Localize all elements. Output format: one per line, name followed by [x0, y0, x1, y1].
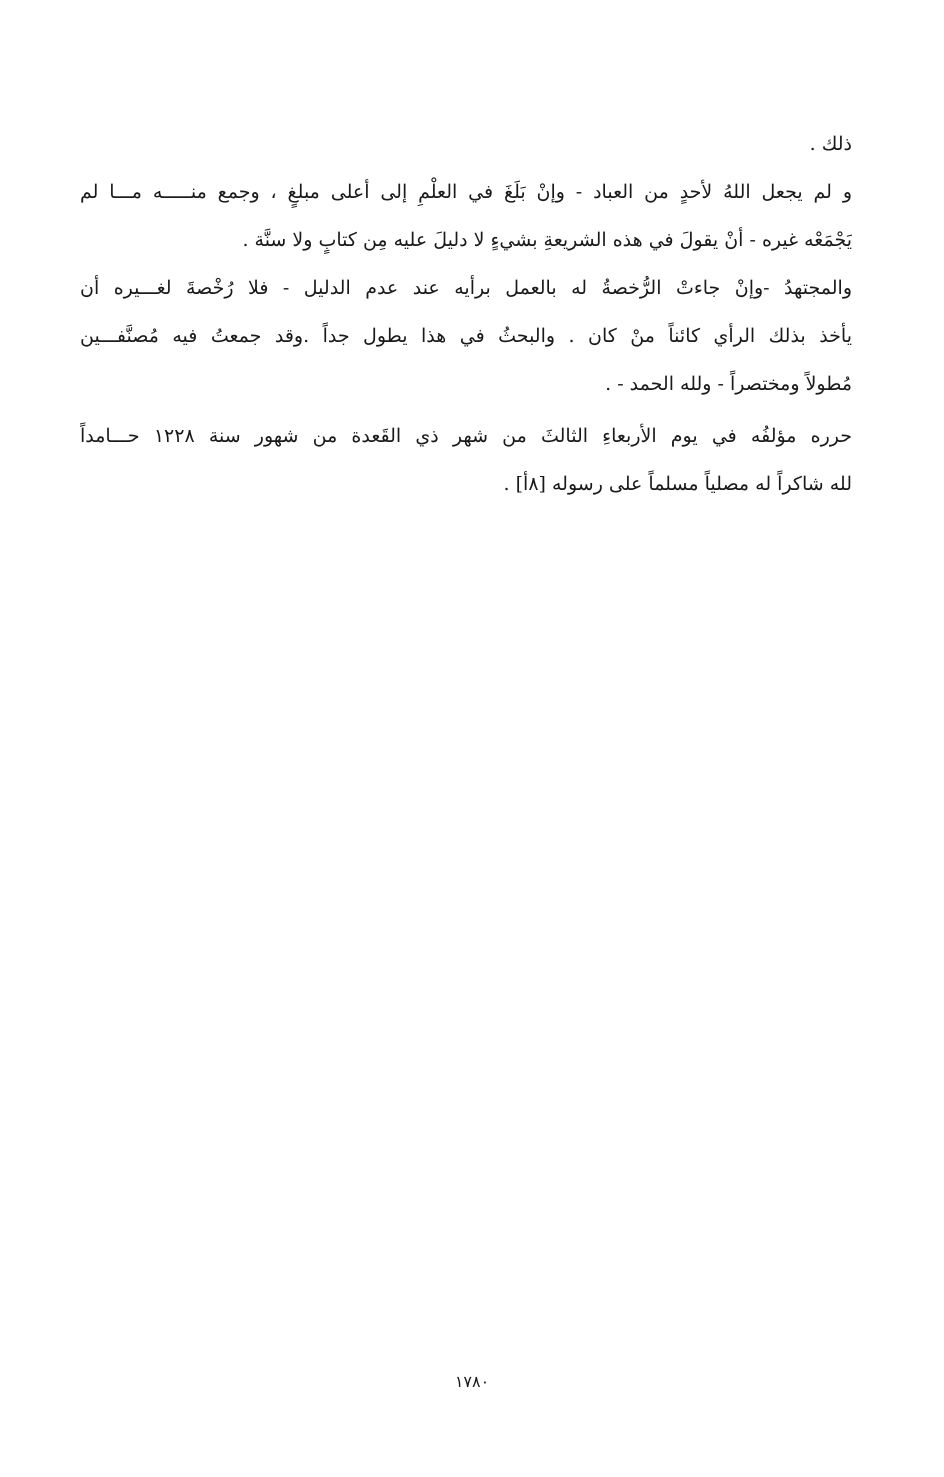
- text-line: و لم يجعل اللهُ لأحدٍ من العباد - وإنْ بَلَغَ في العلْمِ إلى أعلى مبلغٍ ، وجمع منـــــه مـــا لم: [80, 181, 852, 203]
- text-line: يَجْمَعْه غيره - أنْ يقولَ في هذه الشريعةِ بشيءٍ لا دليلَ عليه مِن كتابٍ ولا سنَّة .: [242, 229, 852, 251]
- body-text: [80, 120, 852, 508]
- page-number: ١٧٨٠: [454, 1372, 490, 1391]
- text-line: والمجتهدُ -وإنْ جاءتْ الرُّخصةُ له بالعمل برأيه عند عدم الدليل - فلا رُخْصةَ لغـــيره أن: [80, 277, 852, 299]
- text-line: لله شاكراً له مصلياً مسلماً على رسوله [٨أ] .: [503, 473, 852, 495]
- text-line: مُطولاً ومختصراً - ولله الحمد - .: [605, 373, 852, 395]
- text-line: يأخذ بذلك الرأي كائناً منْ كان . والبحثُ في هذا يطول جداً .وقد جمعتُ فيه مُصنَّفـــين: [80, 325, 852, 347]
- text-line: ذلك .: [809, 133, 852, 155]
- text-line: حرره مؤلفُه في يوم الأربعاءِ الثالثَ من شهر ذي القَعدة من شهور سنة ١٢٢٨ حـــامداً: [80, 425, 852, 447]
